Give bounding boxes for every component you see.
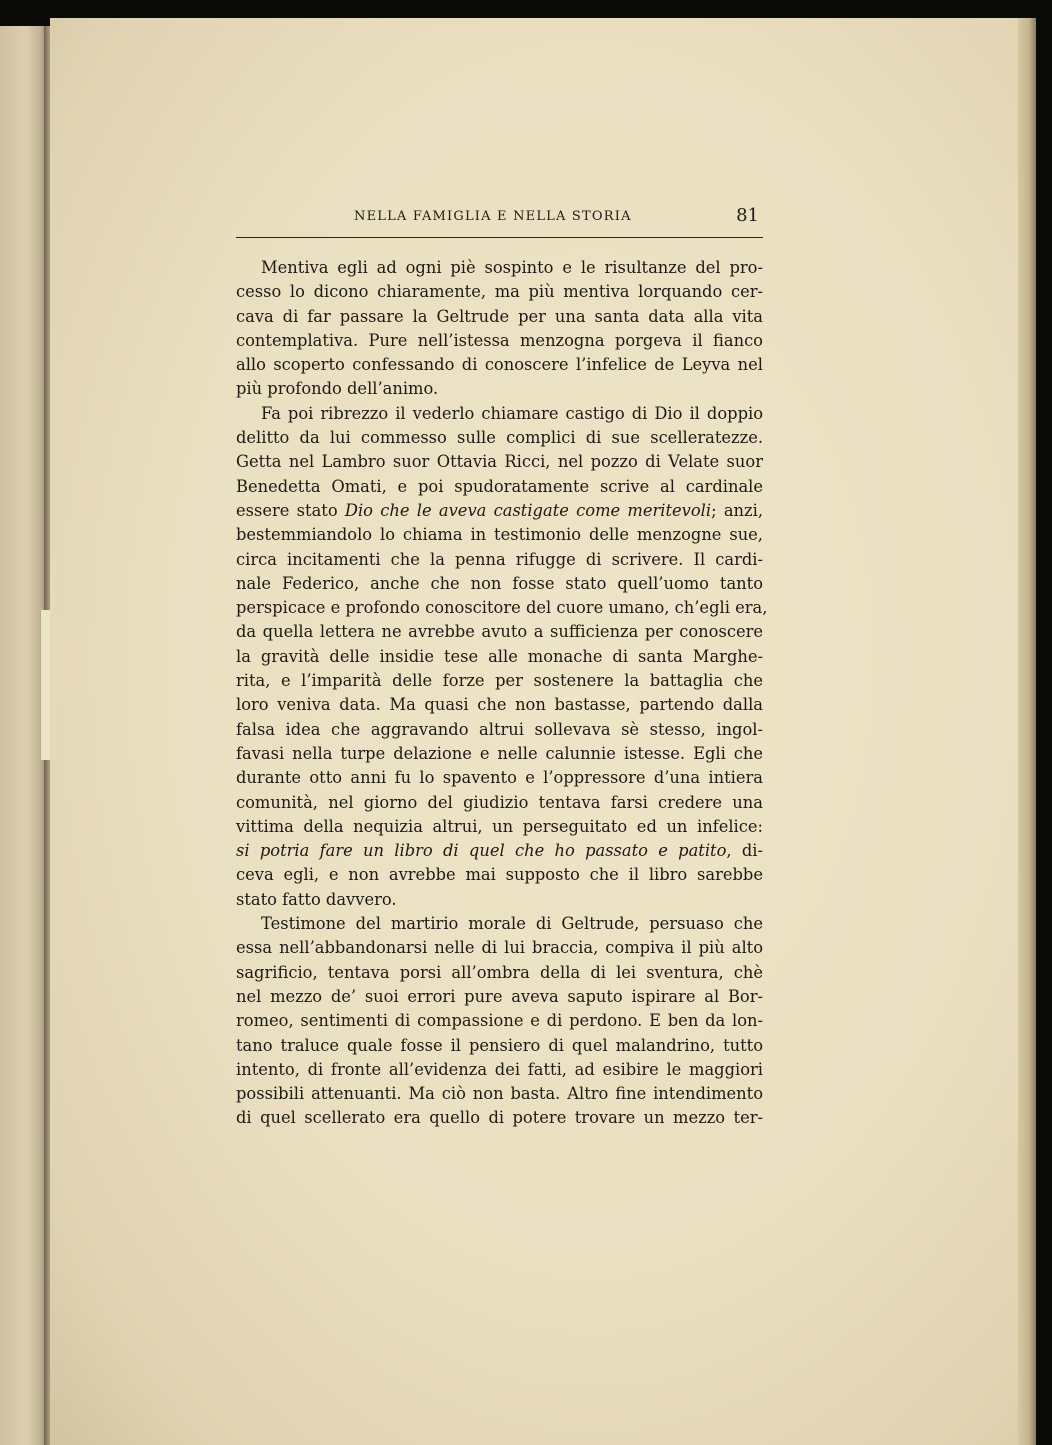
text-line: durante otto anni fu lo spavento e l’oppressore d’una intiera: [236, 768, 763, 788]
line-text-before: essere stato: [236, 500, 345, 520]
text-line: allo scoperto confessando di conoscere l’infelice de Leyva nel: [236, 355, 763, 375]
text-line: nel mezzo de’ suoi errori pure aveva saputo ispirare al Bor-: [236, 986, 763, 1006]
text-line: da quella lettera ne avrebbe avuto a sufficienza per conoscere: [236, 622, 763, 642]
text-line: ceva egli, e non avrebbe mai supposto che il libro sarebbe: [236, 865, 763, 885]
text-line: romeo, sentimenti di compassione e di perdono. E ben da lon-: [236, 1011, 763, 1031]
text-line: falsa idea che aggravando altrui sollevava sè stesso, ingol-: [236, 719, 763, 739]
text-line: Mentiva egli ad ogni piè sospinto e le risultanze del pro-: [261, 258, 763, 277]
text-line: Testimone del martirio morale di Geltrude, persuaso che: [261, 914, 763, 934]
text-line: delitto da lui commesso sulle complici di sue scelleratezze.: [236, 428, 763, 448]
line-text-after: , di-: [726, 841, 764, 861]
text-line: intento, di fronte all’evidenza dei fatti, ad esibire le maggiori: [236, 1059, 763, 1079]
running-head: [236, 205, 763, 238]
text-line: Getta nel Lambro suor Ottavia Ricci, nel pozzo di Velate suor: [236, 452, 763, 472]
text-line: la gravità delle insidie tese alle monache di santa Marghe-: [236, 646, 763, 666]
text-line: Benedetta Omati, e poi spudoratamente scrive al cardinale: [236, 476, 763, 496]
text-line: Fa poi ribrezzo il vederlo chiamare castigo di Dio il doppio: [261, 403, 763, 423]
text-line-with-italic: [236, 839, 763, 863]
text-line: favasi nella turpe delazione e nelle calunnie istesse. Egli che: [236, 743, 763, 763]
italic-quote: si potria fare un libro di quel che ho passato e patito: [236, 841, 727, 861]
text-line: bestemmiandolo lo chiama in testimonio delle menzogne sue,: [236, 525, 763, 545]
text-line: cava di far passare la Geltrude per una santa data alla vita: [236, 306, 763, 326]
text-line: vittima della nequizia altrui, un perseguitato ed un infelice:: [236, 816, 763, 836]
text-line: sagrificio, tentava porsi all’ombra della di lei sventura, chè: [236, 962, 763, 982]
text-line: essa nell’abbandonarsi nelle di lui braccia, compiva il più alto: [236, 938, 763, 958]
running-title: NELLA FAMIGLIA E NELLA STORIA: [354, 209, 632, 224]
text-line: tano traluce quale fosse il pensiero di quel malandrino, tutto: [236, 1035, 763, 1055]
text-line: contemplativa. Pure nell’istessa menzogna porgeva il fianco: [236, 330, 763, 350]
text-line: possibili attenuanti. Ma ciò non basta. Altro fine intendimento: [236, 1084, 763, 1104]
text-line: circa incitamenti che la penna rifugge di scrivere. Il cardi-: [236, 549, 763, 569]
text-line: più profondo dell’animo.: [236, 379, 439, 399]
line-text-after: ; anzi,: [711, 500, 763, 520]
text-line: cesso lo dicono chiaramente, ma più mentiva lorquando cer-: [236, 282, 763, 302]
text-line-with-italic: [236, 499, 763, 523]
text-line: rita, e l’imparità delle forze per sostenere la battaglia che: [236, 671, 763, 691]
text-line: perspicace e profondo conoscitore del cuore umano, ch’egli era,: [236, 598, 768, 618]
text-line: stato fatto davvero.: [236, 889, 397, 909]
right-page-edge: [1018, 18, 1036, 1445]
text-line: nale Federico, anche che non fosse stato quell’uomo tanto: [236, 573, 763, 593]
text-line: di quel scellerato era quello di potere trovare un mezzo ter-: [236, 1108, 763, 1128]
page-number: 81: [736, 205, 759, 226]
text-line: comunità, nel giorno del giudizio tentava farsi credere una: [236, 792, 763, 812]
text-line: loro veniva data. Ma quasi che non bastasse, partendo dalla: [236, 695, 763, 715]
body-text: [236, 256, 768, 1131]
italic-quote: Dio che le aveva castigate come meritevoli: [344, 500, 712, 520]
